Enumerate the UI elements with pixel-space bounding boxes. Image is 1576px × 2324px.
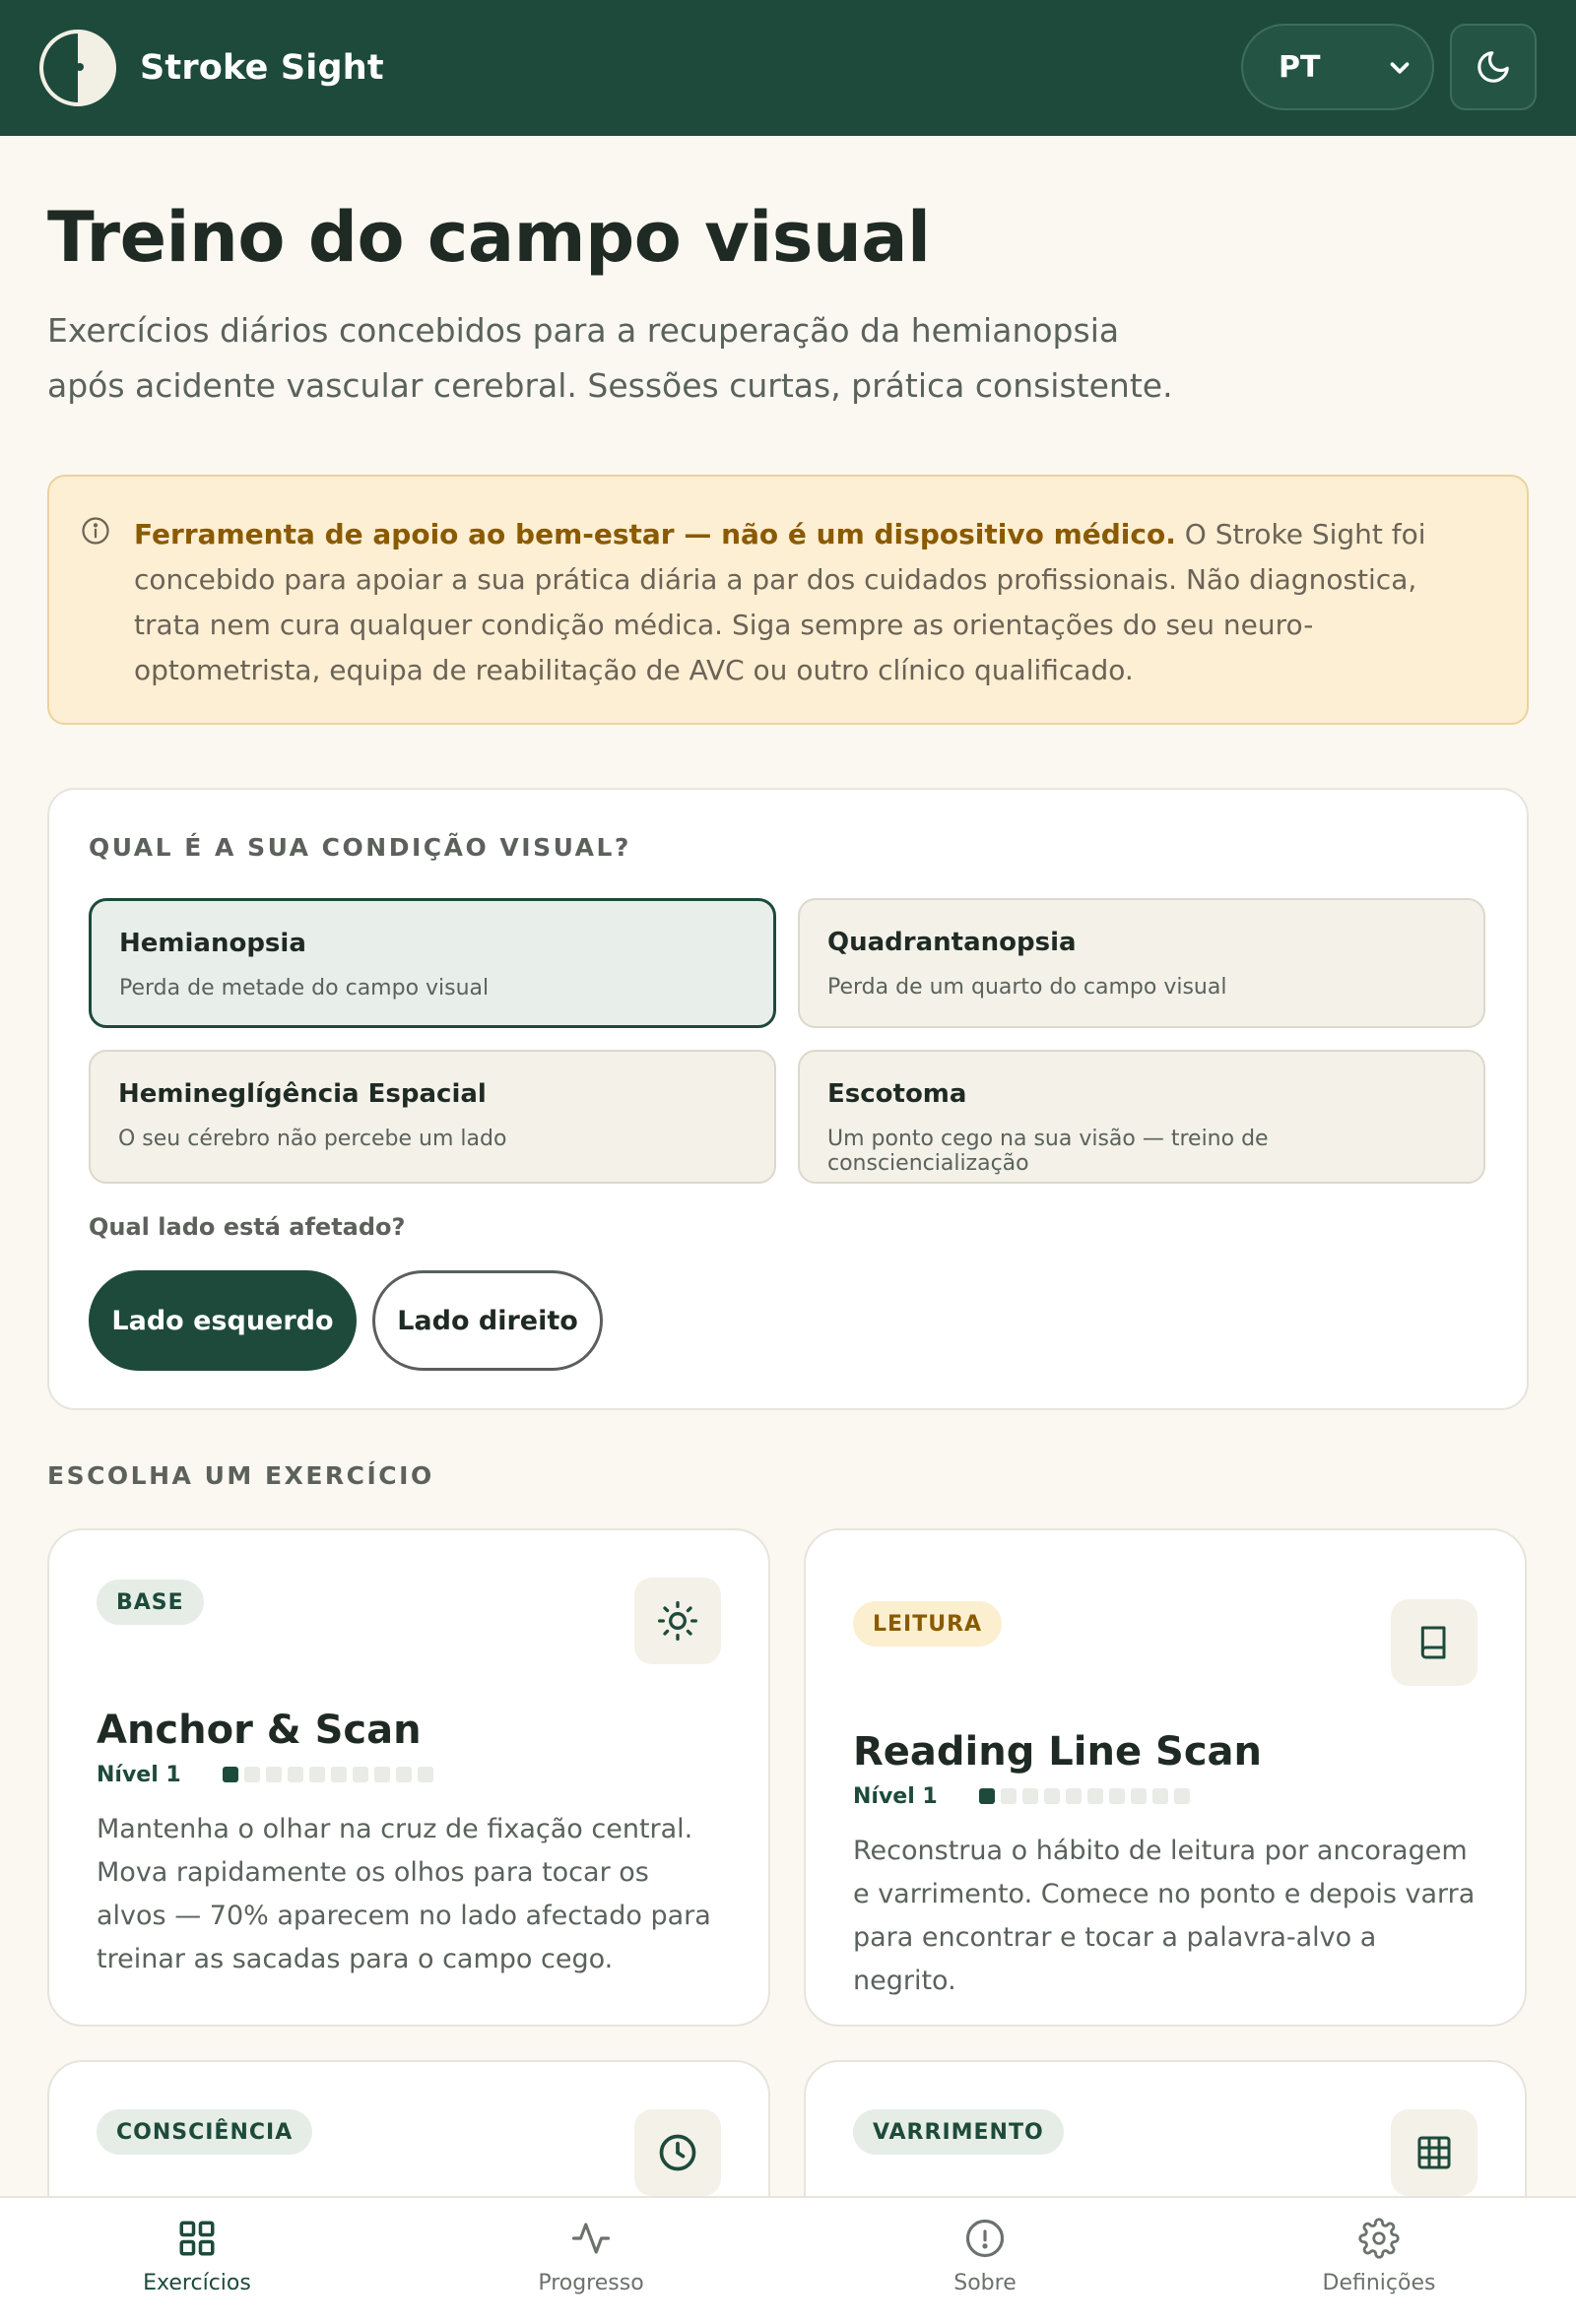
nav-progress[interactable]: [394, 2198, 788, 2324]
info-icon: [964, 2218, 1006, 2259]
level-dot: [1022, 1788, 1038, 1804]
exercise-description: Mantenha o olhar na cruz de fixação central. Mova rapidamente os olhos para tocar os alvos — 70% aparecem no lado afectado para treinar as sacadas para o campo cego.: [97, 1814, 711, 1974]
bottom-nav: [0, 2196, 1576, 2324]
gear-icon: [1358, 2218, 1400, 2259]
condition-option-spatial-neglect[interactable]: [89, 1050, 776, 1184]
info-icon: [81, 516, 110, 546]
condition-option-hemianopsia[interactable]: [89, 898, 776, 1028]
nav-about[interactable]: [788, 2198, 1182, 2324]
condition-card: [47, 788, 1529, 1410]
level-dot: [1131, 1788, 1147, 1804]
nav-settings[interactable]: [1182, 2198, 1576, 2324]
language-select[interactable]: [1241, 24, 1434, 110]
option-desc: Perda de metade do campo visual: [119, 976, 490, 1001]
activity-icon: [570, 2218, 612, 2259]
theme-toggle-button[interactable]: [1450, 24, 1537, 110]
moon-icon: [1475, 48, 1512, 86]
level-dot: [979, 1788, 995, 1804]
option-title: Quadrantanopsia: [827, 928, 1077, 957]
exercise-level: Nível 1: [97, 1763, 181, 1787]
option-title: Hemianopsia: [119, 929, 306, 958]
sun-icon: [656, 1599, 699, 1643]
level-progress: [223, 1767, 433, 1782]
chevron-down-icon: [1385, 53, 1414, 83]
grid-2x2-icon: [176, 2218, 218, 2259]
disclaimer-strong: Ferramenta de apoio ao bem-estar — não é um dispositivo médico.: [134, 518, 1176, 550]
option-title: Hemineglígência Espacial: [118, 1079, 487, 1109]
condition-option-quadrantanopsia[interactable]: [798, 898, 1485, 1028]
grid-icon: [1414, 2133, 1454, 2172]
side-question: Qual lado está afetado?: [89, 1213, 406, 1241]
exercise-badge: BASE: [97, 1580, 204, 1625]
disclaimer-text: [134, 512, 1487, 693]
nav-label: Sobre: [953, 2271, 1017, 2295]
disclaimer-body: O Stroke Sight foi concebido para apoiar a sua prática diária a par dos cuidados profissionais. Não diagnostica, trata nem cura qualquer condição médica. Siga sempre as orientações do seu neuro-optometrista, equipa de reabilitação de AVC ou outro clínico qualificado.: [134, 518, 1426, 686]
level-dot: [266, 1767, 282, 1782]
option-desc: Um ponto cego na sua visão — treino de consciencialização: [827, 1127, 1269, 1176]
exercise-level: Nível 1: [853, 1784, 938, 1809]
level-dot: [418, 1767, 433, 1782]
level-dot: [331, 1767, 347, 1782]
level-dot: [1001, 1788, 1017, 1804]
exercise-card-reading-line-scan[interactable]: [804, 1528, 1527, 2027]
option-desc: Perda de um quarto do campo visual: [827, 975, 1227, 1000]
language-value: PT: [1279, 49, 1321, 85]
clock-icon: [656, 2131, 699, 2174]
condition-label: QUAL É A SUA CONDIÇÃO VISUAL?: [89, 833, 631, 862]
book-icon: [1414, 1623, 1454, 1662]
exercise-icon-box: [634, 1578, 721, 1664]
right-side-button[interactable]: Lado direito: [372, 1270, 603, 1371]
level-dot: [244, 1767, 260, 1782]
level-dot: [396, 1767, 412, 1782]
exercise-title: Reading Line Scan: [853, 1729, 1263, 1775]
medical-disclaimer: [47, 475, 1529, 725]
exercise-badge: CONSCIÊNCIA: [97, 2109, 312, 2155]
level-dot: [309, 1767, 325, 1782]
option-title: Escotoma: [827, 1079, 967, 1109]
nav-label: Exercícios: [143, 2271, 251, 2295]
level-dot: [223, 1767, 238, 1782]
exercise-section-label: ESCOLHA UM EXERCÍCIO: [47, 1461, 434, 1490]
level-dot: [353, 1767, 368, 1782]
exercise-badge: LEITURA: [853, 1601, 1002, 1646]
exercise-card-anchor-scan[interactable]: [47, 1528, 770, 2027]
exercise-title: Anchor & Scan: [97, 1708, 422, 1753]
half-circle-logo-icon: [39, 30, 116, 106]
level-progress: [979, 1788, 1190, 1804]
app-header: [0, 0, 1576, 136]
level-dot: [1174, 1788, 1190, 1804]
level-dot: [1087, 1788, 1103, 1804]
condition-option-scotoma[interactable]: [798, 1050, 1485, 1184]
exercise-icon-box: [1391, 1599, 1478, 1686]
left-side-button[interactable]: Lado esquerdo: [89, 1270, 357, 1371]
page-subtitle: Exercícios diários concebidos para a recuperação da hemianopsia após acidente vascular cerebral. Sessões curtas, prática consistente.: [47, 311, 1173, 405]
exercise-description: Reconstrua o hábito de leitura por ancoragem e varrimento. Comece no ponto e depois varra para encontrar e tocar a palavra-alvo a negrito.: [853, 1836, 1476, 1996]
option-desc: O seu cérebro não percebe um lado: [118, 1127, 507, 1151]
level-dot: [374, 1767, 390, 1782]
level-dot: [1066, 1788, 1082, 1804]
page-title: Treino do campo visual: [47, 197, 931, 278]
level-dot: [1109, 1788, 1125, 1804]
nav-label: Definições: [1322, 2271, 1436, 2295]
level-dot: [1152, 1788, 1168, 1804]
nav-label: Progresso: [538, 2271, 644, 2295]
exercise-icon-box: [1391, 2109, 1478, 2196]
level-dot: [288, 1767, 303, 1782]
nav-exercises[interactable]: [0, 2198, 394, 2324]
exercise-icon-box: [634, 2109, 721, 2196]
brand-name: Stroke Sight: [140, 48, 384, 88]
level-dot: [1044, 1788, 1060, 1804]
exercise-badge: VARRIMENTO: [853, 2109, 1064, 2155]
